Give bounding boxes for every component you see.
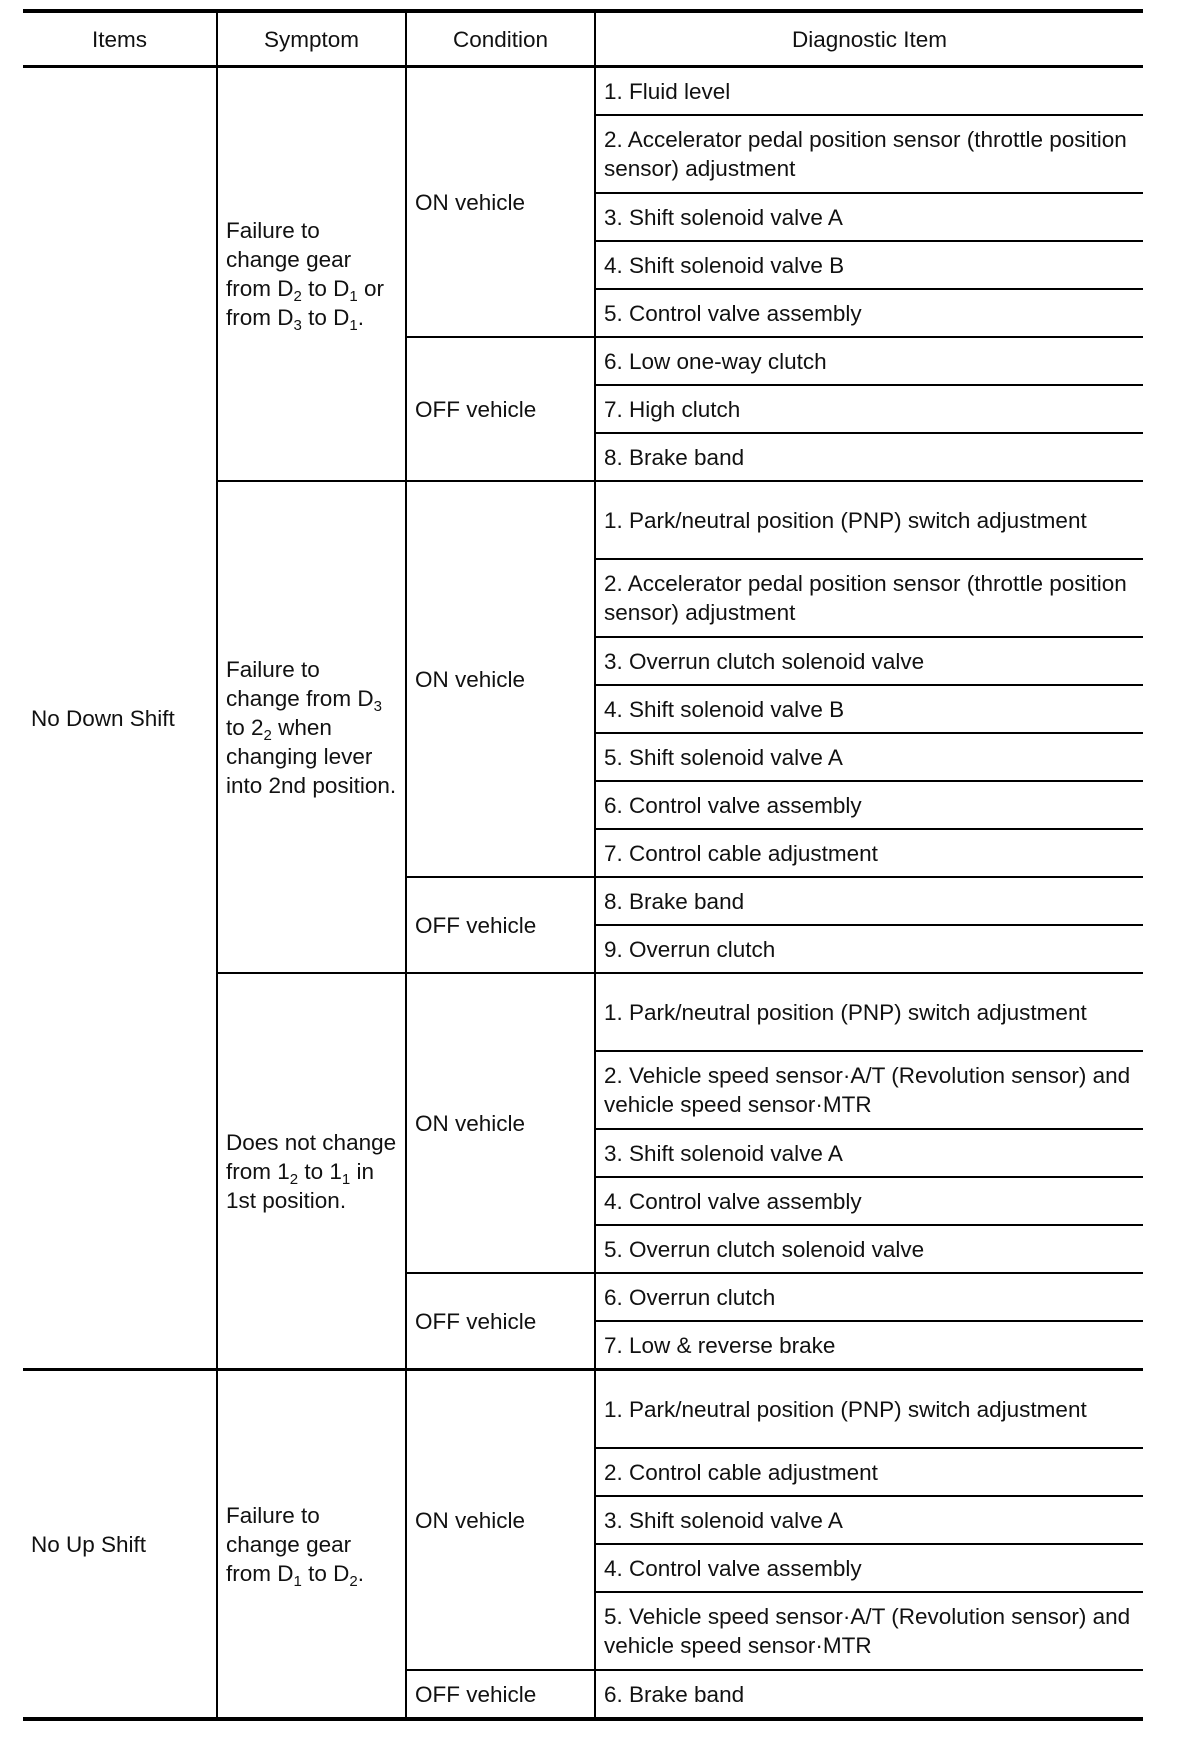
diagnostic-item-cell: 1. Fluid level [595, 67, 1143, 116]
condition-cell: OFF vehicle [406, 1670, 595, 1719]
symptom-text: to 2 [226, 714, 264, 740]
diagnostic-item-cell: 6. Brake band [595, 1670, 1143, 1719]
diagnostic-item-cell: 8. Brake band [595, 877, 1143, 925]
symptom-subscript: 2 [293, 288, 302, 305]
condition-cell: ON vehicle [406, 973, 595, 1273]
symptom-subscript: 2 [349, 1572, 358, 1590]
symptom-text: Failure to change gear from D [226, 218, 352, 301]
symptom-text: Failure to change from D [226, 656, 374, 711]
diagnostic-item-cell: 4. Shift solenoid valve B [595, 685, 1143, 733]
diagnostic-item-cell: 7. High clutch [595, 385, 1143, 433]
header-diagnostic-item: Diagnostic Item [595, 11, 1143, 67]
diagnostic-item-cell: 6. Control valve assembly [595, 781, 1143, 829]
condition-cell: ON vehicle [406, 67, 595, 338]
diagnostic-item-cell: 9. Overrun clutch [595, 925, 1143, 973]
table-row [23, 67, 1143, 116]
diagnostic-item-cell: 5. Control valve assembly [595, 289, 1143, 337]
diagnostic-item-cell: 1. Park/neutral position (PNP) switch adjustment [595, 1370, 1143, 1449]
diagnostic-item-cell: 7. Low & reverse brake [595, 1321, 1143, 1370]
symptom-text: or from D [226, 276, 384, 330]
diagnostic-item-cell: 2. Accelerator pedal position sensor (throttle position sensor) adjustment [595, 115, 1143, 193]
diagnostic-item-cell: 5. Shift solenoid valve A [595, 733, 1143, 781]
symptom-subscript: 1 [293, 1572, 302, 1590]
diagnostic-item-cell: 1. Park/neutral position (PNP) switch adjustment [595, 973, 1143, 1051]
condition-cell: OFF vehicle [406, 337, 595, 481]
symptom-subscript: 1 [349, 317, 358, 334]
header-condition: Condition [406, 11, 595, 67]
diagnostic-item-cell: 2. Control cable adjustment [595, 1448, 1143, 1496]
symptom-cell [217, 67, 406, 482]
diagnostic-item-cell: 2. Vehicle speed sensor·A/T (Revolution sensor) and vehicle speed sensor·MTR [595, 1051, 1143, 1129]
symptom-subscript: 2 [263, 726, 272, 744]
header-row [23, 11, 1143, 67]
symptom-subscript: 1 [349, 288, 358, 305]
diagnostic-item-cell: 1. Park/neutral position (PNP) switch adjustment [595, 481, 1143, 559]
table-row [23, 1370, 1143, 1449]
diagnostic-table [23, 9, 1143, 1721]
diagnostic-item-cell: 3. Shift solenoid valve A [595, 1496, 1143, 1544]
item-category-cell: No Down Shift [23, 67, 217, 1370]
condition-cell: OFF vehicle [406, 877, 595, 973]
diagnostic-item-cell: 7. Control cable adjustment [595, 829, 1143, 877]
symptom-cell [217, 973, 406, 1370]
symptom-text: . [357, 305, 364, 330]
table-body [23, 67, 1143, 1720]
symptom-text: to D [301, 305, 350, 330]
symptom-cell [217, 1370, 406, 1720]
header-symptom: Symptom [217, 11, 406, 67]
diagnostic-item-cell: 8. Brake band [595, 433, 1143, 481]
symptom-text: in 1st position. [226, 1158, 374, 1213]
diagnostic-item-cell: 4. Control valve assembly [595, 1177, 1143, 1225]
diagnostic-item-cell: 3. Shift solenoid valve A [595, 1129, 1143, 1177]
symptom-cell [217, 481, 406, 973]
diagnostic-item-cell: 2. Accelerator pedal position sensor (throttle position sensor) adjustment [595, 559, 1143, 637]
symptom-subscript: 3 [293, 317, 302, 334]
symptom-subscript: 3 [373, 697, 382, 715]
diagnostic-item-cell: 5. Overrun clutch solenoid valve [595, 1225, 1143, 1273]
item-category-cell: No Up Shift [23, 1370, 217, 1720]
symptom-text: to D [301, 1560, 350, 1586]
condition-cell: OFF vehicle [406, 1273, 595, 1370]
diagnostic-item-cell: 3. Overrun clutch solenoid valve [595, 637, 1143, 685]
diagnostic-item-cell: 4. Control valve assembly [595, 1544, 1143, 1592]
diagnostic-item-cell: 6. Overrun clutch [595, 1273, 1143, 1321]
symptom-text: to D [301, 276, 350, 301]
symptom-text: . [357, 1560, 364, 1586]
header-items: Items [23, 11, 217, 67]
symptom-subscript: 2 [289, 1170, 299, 1188]
diagnostic-item-cell: 3. Shift solenoid valve A [595, 193, 1143, 241]
symptom-subscript: 1 [341, 1170, 351, 1188]
symptom-text: Does not change from 1 [226, 1129, 397, 1184]
diagnostic-item-cell: 6. Low one-way clutch [595, 337, 1143, 385]
diagnostic-item-cell: 4. Shift solenoid valve B [595, 241, 1143, 289]
symptom-text: Failure to change gear from D [226, 1502, 352, 1586]
symptom-text: to 1 [298, 1158, 342, 1184]
symptom-text: when changing lever into 2nd position. [226, 714, 397, 798]
condition-cell: ON vehicle [406, 1370, 595, 1671]
diagnostic-item-cell: 5. Vehicle speed sensor·A/T (Revolution sensor) and vehicle speed sensor·MTR [595, 1592, 1143, 1670]
condition-cell: ON vehicle [406, 481, 595, 877]
